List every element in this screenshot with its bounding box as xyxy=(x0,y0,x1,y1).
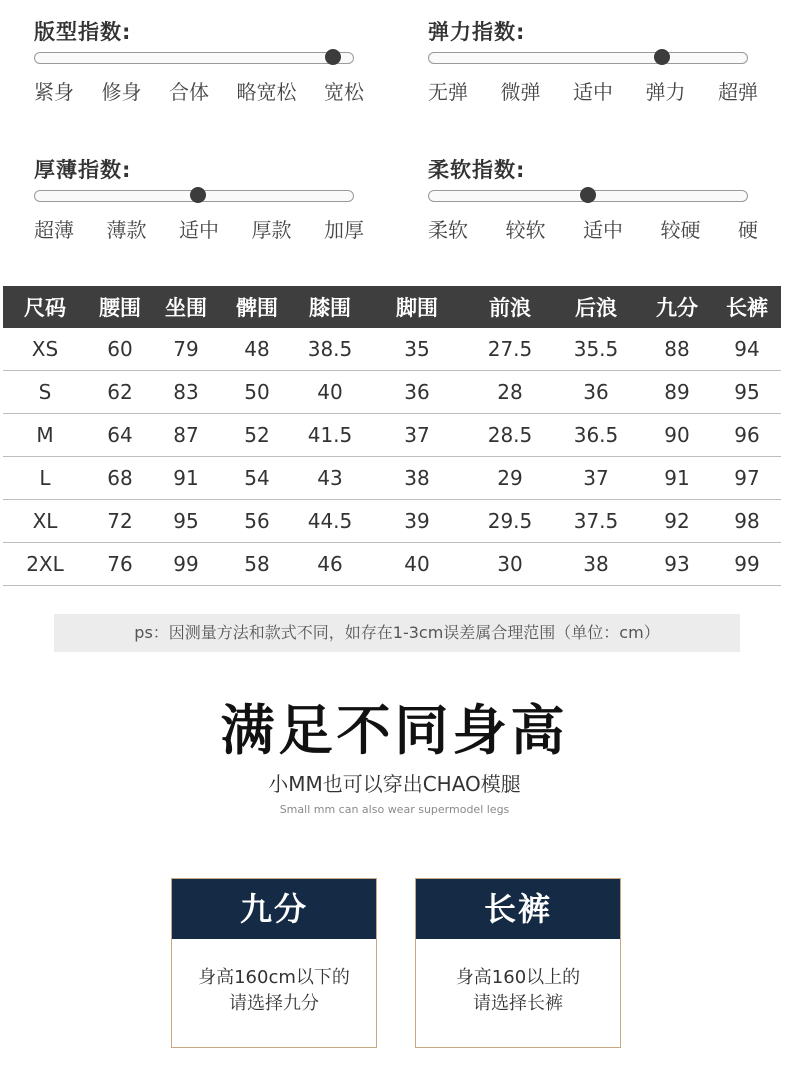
subheadline: 小MM也可以穿出CHAO模腿 xyxy=(268,772,521,796)
header-front-rise: 前浪 xyxy=(469,286,551,328)
table-cell: 27.5 xyxy=(469,328,551,371)
table-cell: 62 xyxy=(87,371,153,414)
table-cell: 76 xyxy=(87,543,153,586)
table-cell: 48 xyxy=(219,328,295,371)
table-cell: 89 xyxy=(641,371,713,414)
elasticity-label: 微弹 xyxy=(500,80,541,104)
header-thigh: 髀围 xyxy=(219,286,295,328)
table-cell: 95 xyxy=(713,371,781,414)
full-length-card xyxy=(415,878,621,1048)
table-cell: 38 xyxy=(551,543,641,586)
table-row xyxy=(3,543,781,586)
table-cell: 99 xyxy=(153,543,219,586)
table-cell: 40 xyxy=(365,543,469,586)
table-cell: 60 xyxy=(87,328,153,371)
table-cell: 90 xyxy=(641,414,713,457)
table-cell: 96 xyxy=(713,414,781,457)
table-cell: 99 xyxy=(713,543,781,586)
table-cell: 46 xyxy=(295,543,365,586)
fit-index-labels xyxy=(34,76,364,105)
table-cell: 36 xyxy=(365,371,469,414)
table-cell: 37.5 xyxy=(551,500,641,543)
card-title: 长裤 xyxy=(416,879,620,939)
table-cell: XS xyxy=(3,328,87,371)
table-cell: 91 xyxy=(153,457,219,500)
table-cell: 28 xyxy=(469,371,551,414)
elasticity-index-track xyxy=(428,52,748,64)
ankle-length-card xyxy=(171,878,377,1048)
table-cell: 56 xyxy=(219,500,295,543)
table-cell: 54 xyxy=(219,457,295,500)
header-back-rise: 后浪 xyxy=(551,286,641,328)
table-row xyxy=(3,500,781,543)
table-cell: 28.5 xyxy=(469,414,551,457)
table-cell: 92 xyxy=(641,500,713,543)
elasticity-index-title: 弹力指数: xyxy=(428,20,526,44)
table-cell: 83 xyxy=(153,371,219,414)
thickness-index-title: 厚薄指数: xyxy=(34,158,132,182)
table-cell: 35 xyxy=(365,328,469,371)
elasticity-index-knob xyxy=(654,49,670,65)
thickness-index-track xyxy=(34,190,354,202)
table-cell: 98 xyxy=(713,500,781,543)
card-title: 九分 xyxy=(172,879,376,939)
table-cell: 93 xyxy=(641,543,713,586)
card-line: 身高160cm以下的 xyxy=(198,967,350,988)
fit-index-title: 版型指数: xyxy=(34,20,132,44)
softness-label: 适中 xyxy=(583,218,623,242)
table-header-row xyxy=(3,286,781,328)
softness-label: 柔软 xyxy=(428,218,468,242)
table-cell: 29.5 xyxy=(469,500,551,543)
header-knee: 膝围 xyxy=(295,286,365,328)
english-tagline: Small mm can also wear supermodel legs xyxy=(279,803,510,816)
table-cell: 37 xyxy=(551,457,641,500)
softness-label: 较硬 xyxy=(660,218,701,242)
thickness-label: 适中 xyxy=(179,218,219,242)
thickness-label: 厚款 xyxy=(251,218,292,242)
table-cell: 91 xyxy=(641,457,713,500)
card-line: 请选择长裤 xyxy=(473,993,563,1014)
softness-index-labels xyxy=(428,214,758,243)
table-cell: 2XL xyxy=(3,543,87,586)
table-cell: S xyxy=(3,371,87,414)
card-body xyxy=(416,939,620,1017)
elasticity-index xyxy=(428,16,758,104)
fit-label: 略宽松 xyxy=(236,80,297,104)
table-cell: 35.5 xyxy=(551,328,641,371)
table-cell: 36 xyxy=(551,371,641,414)
table-cell: 64 xyxy=(87,414,153,457)
card-line: 请选择九分 xyxy=(229,993,319,1014)
softness-index-knob xyxy=(580,187,596,203)
thickness-label: 超薄 xyxy=(34,218,74,242)
table-row xyxy=(3,414,781,457)
table-cell: 94 xyxy=(713,328,781,371)
table-row xyxy=(3,371,781,414)
softness-index xyxy=(428,154,758,242)
table-cell: 97 xyxy=(713,457,781,500)
table-row xyxy=(3,328,781,371)
thickness-label: 加厚 xyxy=(324,218,364,242)
header-leg-opening: 脚围 xyxy=(365,286,469,328)
table-cell: 30 xyxy=(469,543,551,586)
fit-index-knob xyxy=(325,49,341,65)
table-row xyxy=(3,457,781,500)
table-cell: 52 xyxy=(219,414,295,457)
thickness-index-knob xyxy=(190,187,206,203)
table-cell: 41.5 xyxy=(295,414,365,457)
table-cell: 95 xyxy=(153,500,219,543)
table-cell: 39 xyxy=(365,500,469,543)
size-table xyxy=(3,286,781,586)
table-cell: 68 xyxy=(87,457,153,500)
elasticity-label: 无弹 xyxy=(428,80,468,104)
table-cell: 36.5 xyxy=(551,414,641,457)
thickness-index xyxy=(34,154,364,242)
headline: 满足不同身高 xyxy=(220,699,569,762)
header-full-length: 长裤 xyxy=(713,286,781,328)
header-waist: 腰围 xyxy=(87,286,153,328)
fit-index xyxy=(34,16,364,104)
table-cell: 50 xyxy=(219,371,295,414)
softness-label: 较软 xyxy=(505,218,546,242)
measurement-note: ps：因测量方法和款式不同，如存在1-3cm误差属合理范围（单位：cm） xyxy=(54,614,740,652)
fit-label: 紧身 xyxy=(34,80,74,104)
table-cell: XL xyxy=(3,500,87,543)
fit-label: 合体 xyxy=(169,80,209,104)
table-cell: 29 xyxy=(469,457,551,500)
card-body xyxy=(172,939,376,1017)
elasticity-index-labels xyxy=(428,76,758,105)
softness-index-title: 柔软指数: xyxy=(428,158,526,182)
thickness-index-labels xyxy=(34,214,364,243)
table-cell: 44.5 xyxy=(295,500,365,543)
table-cell: 37 xyxy=(365,414,469,457)
elasticity-label: 弹力 xyxy=(645,80,686,104)
table-cell: 40 xyxy=(295,371,365,414)
header-size: 尺码 xyxy=(3,286,87,328)
header-hip: 坐围 xyxy=(153,286,219,328)
table-cell: 58 xyxy=(219,543,295,586)
header-ankle-length: 九分 xyxy=(641,286,713,328)
table-cell: 43 xyxy=(295,457,365,500)
table-cell: 38 xyxy=(365,457,469,500)
table-cell: 79 xyxy=(153,328,219,371)
softness-label: 硬 xyxy=(738,218,758,242)
thickness-label: 薄款 xyxy=(106,218,147,242)
softness-index-track xyxy=(428,190,748,202)
fit-index-track xyxy=(34,52,354,64)
elasticity-label: 适中 xyxy=(573,80,613,104)
table-cell: 87 xyxy=(153,414,219,457)
table-cell: 38.5 xyxy=(295,328,365,371)
table-cell: 72 xyxy=(87,500,153,543)
fit-label: 修身 xyxy=(101,80,142,104)
fit-label: 宽松 xyxy=(324,80,364,104)
table-cell: 88 xyxy=(641,328,713,371)
elasticity-label: 超弹 xyxy=(718,80,758,104)
card-line: 身高160以上的 xyxy=(455,967,581,988)
table-cell: M xyxy=(3,414,87,457)
table-cell: L xyxy=(3,457,87,500)
